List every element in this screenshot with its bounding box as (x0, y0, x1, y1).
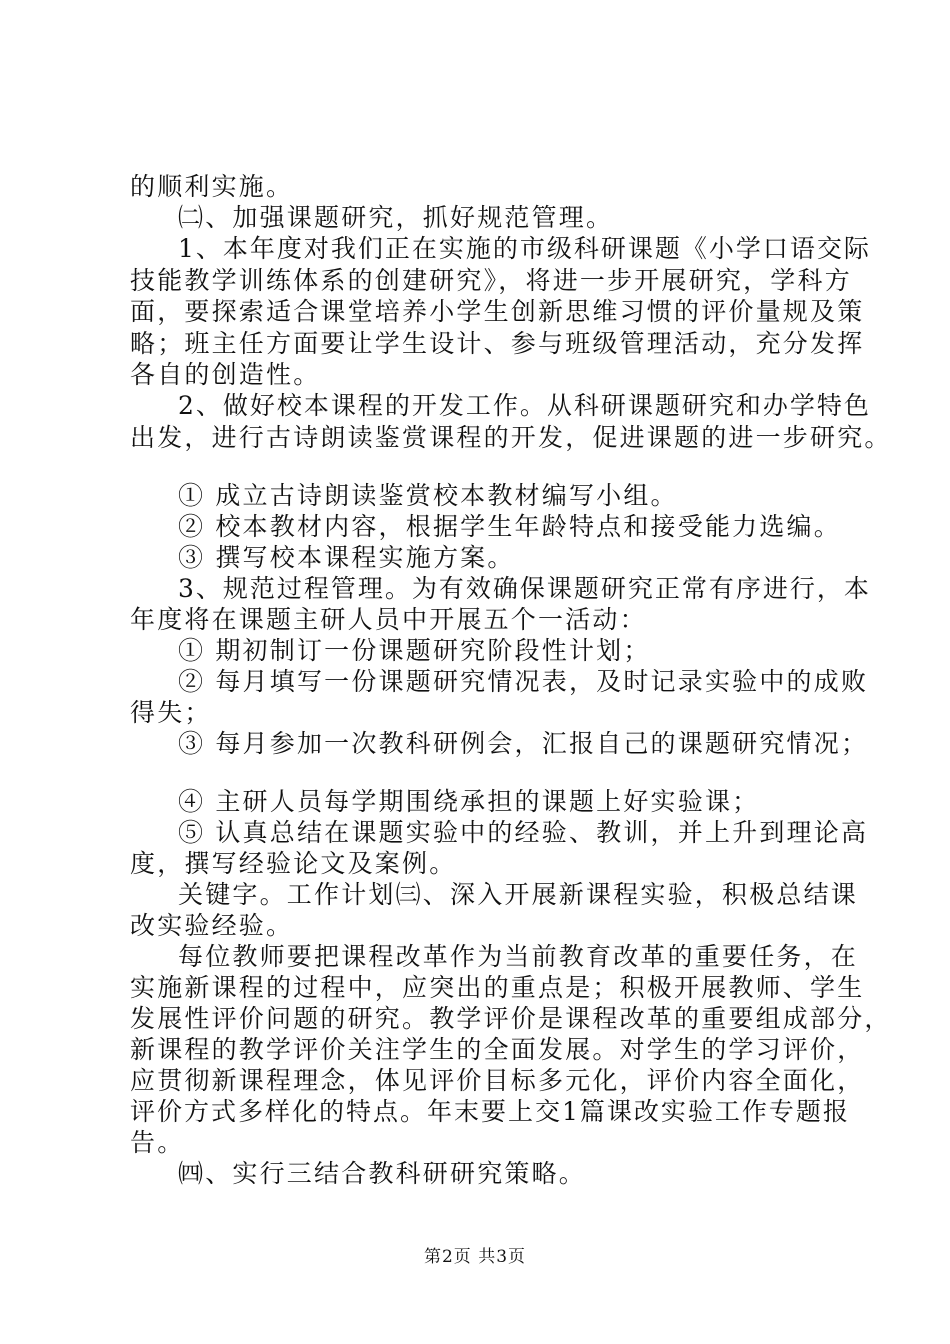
text-line: 的顺利实施。 (130, 172, 294, 201)
text-line: 实施新课程的过程中，应突出的重点是；积极开展教师、学生 (130, 973, 865, 1002)
list-item: ⑤ 认真总结在课题实验中的经验、教训，并上升到理论高 (178, 818, 869, 847)
list-item: ① 期初制订一份课题研究阶段性计划； (178, 636, 651, 665)
text-line: 发展性评价问题的研究。教学评价是课程改革的重要组成部分， (130, 1004, 892, 1033)
text-line: 改实验经验。 (130, 911, 294, 940)
list-item: ② 每月填写一份课题研究情况表，及时记录实验中的成败 (178, 667, 869, 696)
text-line: 出发，进行古诗朗读鉴赏课程的开发，促进课题的进一步研究。 (130, 423, 892, 452)
text-line: 面，要探索适合课堂培养小学生创新思维习惯的评价量规及策 (130, 297, 865, 326)
text-line: 2、做好校本课程的开发工作。从科研课题研究和办学特色 (178, 391, 871, 420)
text-line: 应贯彻新课程理念，体见评价目标多元化，评价内容全面化， (130, 1066, 865, 1095)
section-heading: 关键字。工作计划㈢、深入开展新课程实验，积极总结课 (178, 880, 859, 909)
page-footer: 第2页 共3页 (423, 1247, 527, 1267)
text-line: 新课程的教学评价关注学生的全面发展。对学生的学习评价， (130, 1035, 865, 1064)
text-line: 各自的创造性。 (130, 360, 321, 389)
text-line: 3、规范过程管理。为有效确保课题研究正常有序进行，本 (178, 574, 871, 603)
text-line: 评价方式多样化的特点。年末要上交1篇课改实验工作专题报 (130, 1097, 850, 1126)
text-line: 告。 (130, 1128, 185, 1157)
list-item: ③ 撰写校本课程实施方案。 (178, 543, 515, 572)
text-line: 略；班主任方面要让学生设计、参与班级管理活动，充分发挥 (130, 329, 865, 358)
text-line: 1、本年度对我们正在实施的市级科研课题《小学口语交际 (178, 234, 871, 263)
section-heading: ㈡、加强课题研究，抓好规范管理。 (178, 203, 614, 232)
list-item: ③ 每月参加一次教科研例会，汇报自己的课题研究情况； (178, 729, 869, 758)
text-line: 每位教师要把课程改革作为当前教育改革的重要任务，在 (178, 942, 859, 971)
text-line: 度，撰写经验论文及案例。 (130, 849, 457, 878)
list-item: ④ 主研人员每学期围绕承担的课题上好实验课； (178, 787, 760, 816)
text-line: 年度将在课题主研人员中开展五个一活动： (130, 605, 647, 634)
list-item: ① 成立古诗朗读鉴赏校本教材编写小组。 (178, 481, 678, 510)
list-item: ② 校本教材内容，根据学生年龄特点和接受能力选编。 (178, 512, 841, 541)
section-heading: ㈣、实行三结合教科研研究策略。 (178, 1159, 587, 1188)
text-line: 技能教学训练体系的创建研究》，将进一步开展研究，学科方 (130, 266, 852, 295)
text-line: 得失； (130, 698, 212, 727)
